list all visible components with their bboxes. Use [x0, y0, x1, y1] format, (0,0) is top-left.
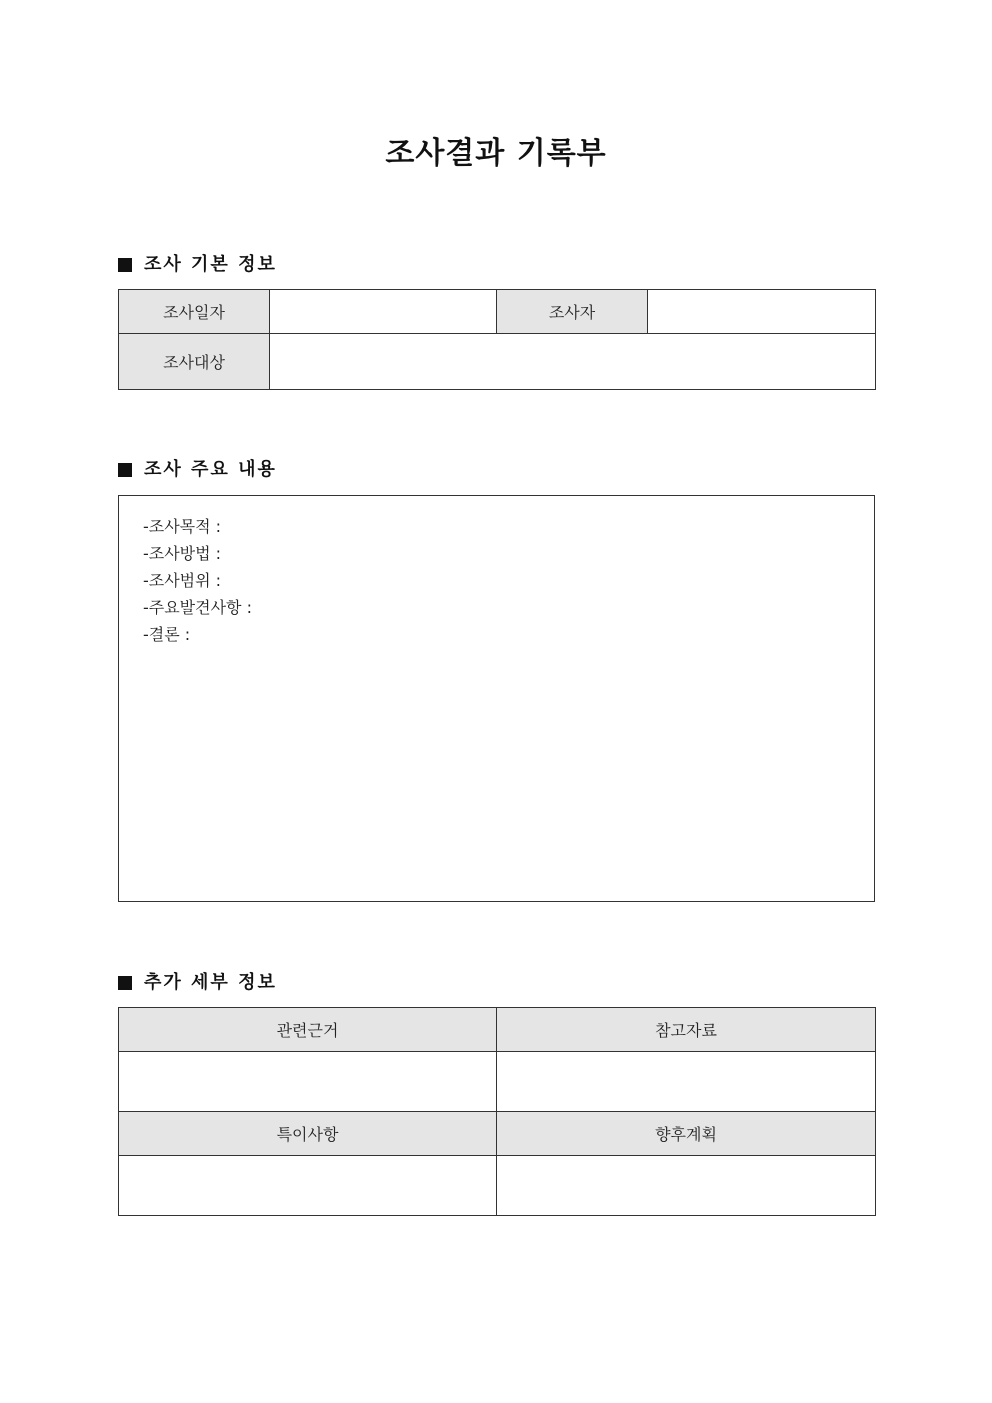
plan-field[interactable]	[497, 1156, 876, 1216]
document-title: 조사결과 기록부	[385, 136, 607, 171]
notes-field[interactable]	[119, 1156, 497, 1216]
references-label: 참고자료	[497, 1008, 876, 1052]
notes-label: 특이사항	[119, 1112, 497, 1156]
main-content-heading	[118, 458, 277, 482]
square-bullet-icon	[118, 463, 132, 477]
square-bullet-icon	[118, 258, 132, 272]
square-bullet-icon	[118, 976, 132, 990]
basic-info-table	[118, 289, 876, 390]
table-row	[119, 1008, 876, 1052]
target-field[interactable]	[270, 334, 876, 390]
table-row	[119, 334, 876, 390]
target-label: 조사대상	[119, 334, 270, 390]
table-row	[119, 290, 876, 334]
basis-label: 관련근거	[119, 1008, 497, 1052]
basic-info-heading	[118, 253, 277, 277]
scope-line: -조사범위 :	[143, 571, 222, 590]
investigator-label: 조사자	[497, 290, 648, 334]
plan-label: 향후계획	[497, 1112, 876, 1156]
main-content-heading-label: 조사 주요 내용	[144, 459, 277, 480]
purpose-line: -조사목적 :	[143, 517, 222, 536]
references-field[interactable]	[497, 1052, 876, 1112]
investigator-field[interactable]	[648, 290, 876, 334]
additional-info-heading	[118, 971, 277, 995]
method-line: -조사방법 :	[143, 544, 222, 563]
additional-info-table	[118, 1007, 876, 1216]
date-label: 조사일자	[119, 290, 270, 334]
table-row	[119, 1052, 876, 1112]
main-content-box[interactable]	[118, 495, 875, 902]
basic-info-heading-label: 조사 기본 정보	[144, 254, 277, 275]
table-row	[119, 1156, 876, 1216]
additional-info-heading-label: 추가 세부 정보	[144, 972, 277, 993]
date-field[interactable]	[270, 290, 497, 334]
conclusion-line: -결론 :	[143, 625, 191, 644]
basis-field[interactable]	[119, 1052, 497, 1112]
table-row	[119, 1112, 876, 1156]
findings-line: -주요발견사항 :	[143, 598, 252, 617]
